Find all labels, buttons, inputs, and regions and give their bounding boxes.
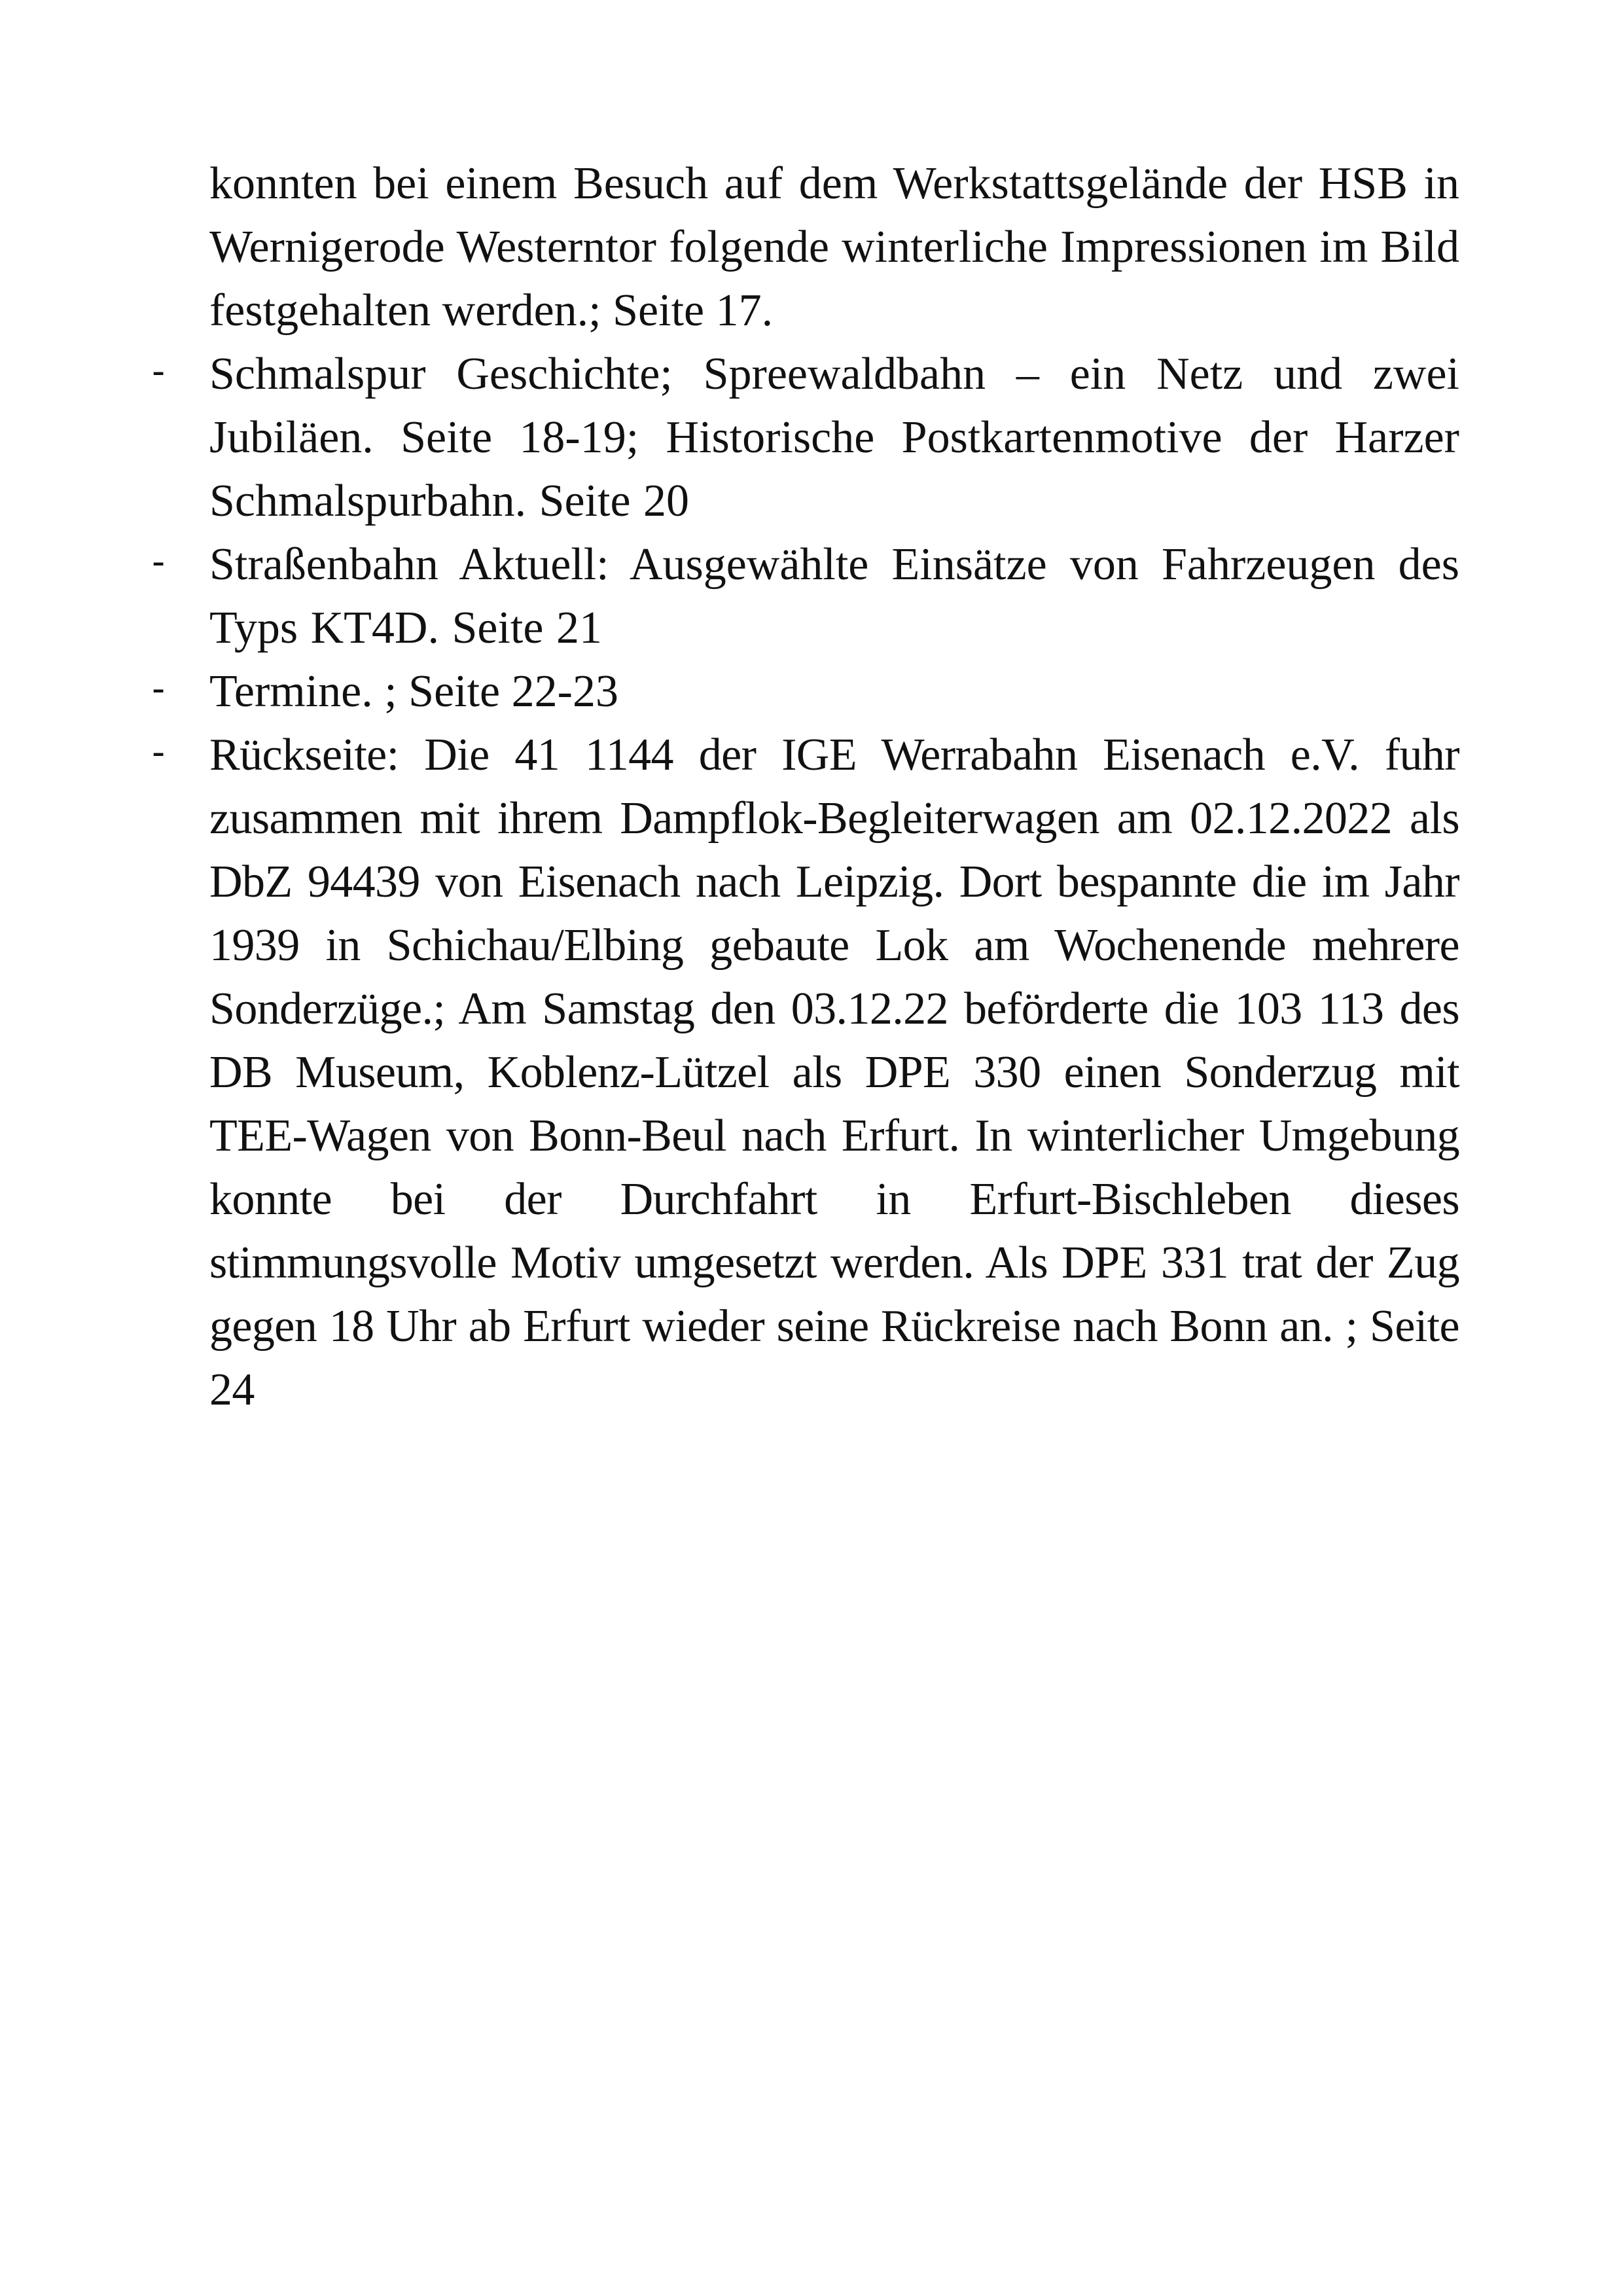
list-item-termine — [152, 660, 1459, 723]
bullet-dash: - — [152, 541, 166, 583]
bullet-dash: - — [152, 731, 166, 774]
list-item-text: Termine. ; Seite 22-23 — [209, 666, 618, 717]
bullet-dash: - — [152, 350, 166, 393]
contents-list — [152, 342, 1459, 1422]
list-item-rueckseite — [152, 723, 1459, 1422]
document-body — [152, 152, 1459, 1422]
lead-paragraph: konnten bei einem Besuch auf dem Werkstattsgelände der HSB in Wernigerode Westerntor folgende winterliche Impressionen im Bild festgehalten werden.; Seite 17. — [209, 158, 1459, 336]
list-item-text: Straßenbahn Aktuell: Ausgewählte Einsätze von Fahrzeugen des Typs KT4D. Seite 21 — [209, 539, 1459, 653]
list-item-text: Rückseite: Die 41 1144 der IGE Werrabahn Eisenach e.V. fuhr zusammen mit ihrem Dampflok-Begleiterwagen am 02.12.2022 als DbZ 94439 von Eisenach nach Leipzig. Dort bespannte die im Jahr 1939 in Schichau/Elbing gebaute Lok am Wochenende mehrere Sonderzüge.; Am Samstag den 03.12.22 beförderte die 103 113 des DB Museum, Koblenz-Lützel als DPE 330 einen Sonderzug mit TEE-Wagen von Bonn-Beul nach Erfurt. In winterlicher Umgebung konnte bei der Durchfahrt in Erfurt-Bischleben dieses stimmungsvolle Motiv umgesetzt werden. Als DPE 331 trat der Zug gegen 18 Uhr ab Erfurt wieder seine Rückreise nach Bonn an. ; Seite 24 — [209, 730, 1459, 1415]
bullet-dash: - — [152, 668, 166, 710]
list-item-text: Schmalspur Geschichte; Spreewaldbahn – ein Netz und zwei Jubiläen. Seite 18-19; Historische Postkartenmotive der Harzer Schmalspurbahn. Seite 20 — [209, 349, 1459, 526]
list-item-schmalspur-geschichte — [152, 342, 1459, 533]
list-item-strassenbahn-aktuell — [152, 533, 1459, 660]
